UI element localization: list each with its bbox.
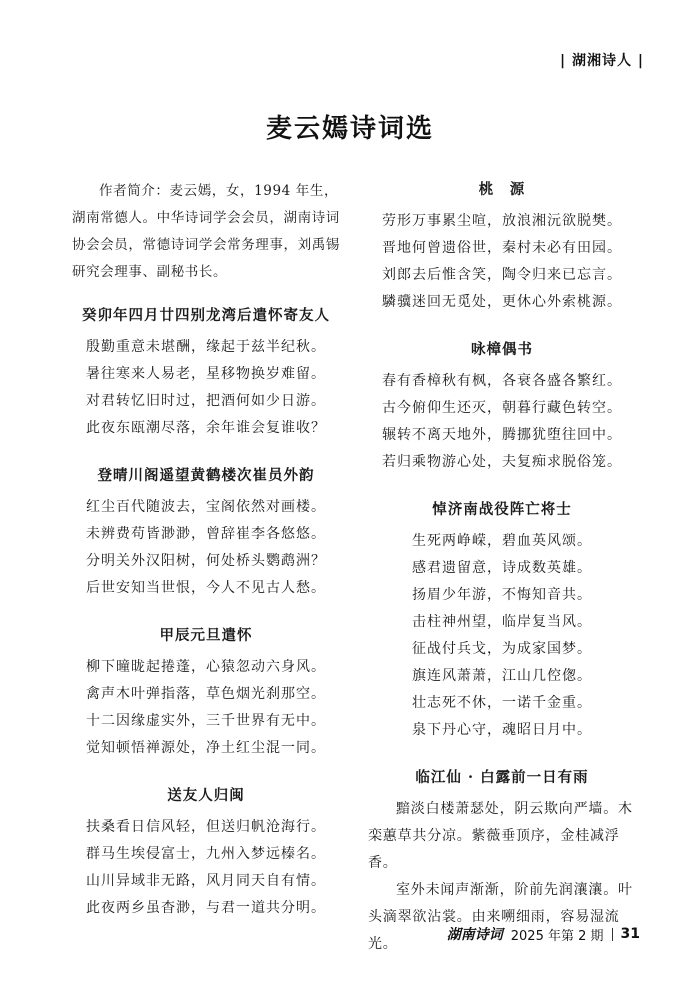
poem-line: 古今俯仰生还灭，朝暮行藏色转空。	[382, 400, 622, 416]
poem	[72, 304, 340, 442]
poem-title: 悼济南战役阵亡将士	[432, 501, 572, 518]
footer-divider	[612, 928, 613, 941]
section-tag: | 湖湘诗人 |	[560, 53, 644, 69]
poem	[72, 464, 340, 602]
poem	[368, 178, 636, 316]
poem-line: 感君遗留意，诗成数英雄。	[412, 560, 592, 576]
issue-label: 2025 年第 2 期	[510, 928, 604, 944]
poem-line: 分明关外汉阳树，何处桥头鹦鹉洲？	[86, 553, 326, 569]
poem-line: 觉知顿悟禅源处，净土红尘混一同。	[86, 740, 326, 756]
poem-line: 壮志死不休，一诺千金重。	[412, 695, 592, 711]
poem-line: 群马生埃侵富士，九州入梦远榛名。	[86, 846, 326, 862]
poem-line: 红尘百代随波去，宝阁依然对画楼。	[86, 499, 326, 515]
poem	[72, 624, 340, 762]
poem-title: 桃 源	[478, 181, 526, 198]
poem	[368, 498, 636, 744]
poem-line: 柳下曈昽起捲蓬，心猿忽动六身风。	[86, 659, 326, 675]
poem-line: 扶桑看日信风轻，但送归帆沧海行。	[86, 819, 326, 835]
poem-line: 旗连风萧萧，江山几倥偬。	[412, 668, 592, 684]
poem-line: 此夜两乡虽杳渺，与君一道共分明。	[86, 900, 326, 916]
page-number: 31	[620, 926, 640, 942]
poem-title: 甲辰元旦遣怀	[159, 627, 253, 644]
poem-line: 对君转忆旧时过，把酒何如少日游。	[86, 393, 326, 409]
poem-line: 刘郎去后惟含笑，陶令归来已忘言。	[382, 267, 622, 283]
poem-title: 癸卯年四月廿四别龙湾后遣怀寄友人	[82, 307, 330, 324]
poem	[72, 784, 340, 922]
poem-line: 禽声木叶弹指落，草色烟光刹那空。	[86, 686, 326, 702]
poem-title: 登晴川阁遥望黄鹤楼次崔员外韵	[97, 467, 315, 484]
author-intro: 作者简介：麦云嫣，女，1994 年生，湖南常德人。中华诗词学会会员，湖南诗词协会会员，常德诗词学会常务理事，刘禹锡研究会理事、副秘书长。	[72, 183, 340, 280]
left-column	[72, 178, 340, 944]
poem-line: 暑往寒来人易老，星移物换岁难留。	[86, 366, 326, 382]
poem-line: 辗转不离天地外，腾挪犹堕往回中。	[382, 427, 622, 443]
poem-line: 驎骥迷回无觅处，更休心外索桃源。	[382, 294, 622, 310]
right-column	[368, 178, 636, 980]
poem-line: 此夜东瓯潮尽落，余年谁会复谁收？	[86, 420, 326, 436]
magazine-name: 湖南诗词	[446, 927, 503, 943]
poem	[368, 338, 636, 476]
ci-stanza: 黯淡白楼萧瑟处，阴云欺向严墙。木栾蕙草共分凉。紫薇垂顶序，金桂减浮香。	[368, 801, 633, 871]
poem-line: 扬眉少年游，不悔知音共。	[412, 587, 592, 603]
page-title: 麦云嫣诗词选	[265, 114, 434, 144]
poem-line: 晋地何曾遗俗世，秦村未必有田园。	[382, 240, 622, 256]
poem-line: 击柱神州望，临岸复当风。	[412, 614, 592, 630]
poem-line: 泉下丹心守，魂昭日月中。	[412, 722, 592, 738]
poem-line: 十二因缘虚实外，三千世界有无中。	[86, 713, 326, 729]
poem-title: 咏樟偶书	[471, 341, 533, 358]
poem-line: 若归乘物游心处，夫复痴求脱俗笼。	[382, 454, 622, 470]
poem-line: 殷勤重意未堪酬，缘起于兹半纪秋。	[86, 339, 326, 355]
page-footer	[447, 924, 640, 944]
poem-line: 生死两峥嵘，碧血英风颂。	[412, 533, 592, 549]
poem-line: 后世安知当世恨，今人不见古人愁。	[86, 580, 326, 596]
poem-title: 临江仙 · 白露前一日有雨	[415, 769, 589, 786]
ci-stanza: 室外未闻声渐渐，阶前先润瀼瀼。叶头滴翠欲沾裳。由来嗍细雨，容易湿流光。	[368, 882, 633, 952]
poem-title: 送友人归闽	[167, 787, 245, 804]
poem-line: 未辨费苟皆渺渺，曾辞崔李各悠悠。	[86, 526, 326, 542]
poem-line: 山川异域非无路，风月同天自有情。	[86, 873, 326, 889]
poem-line: 春有香樟秋有枫，各衰各盛各繁红。	[382, 373, 622, 389]
poem-line: 征战付兵戈，为成家国梦。	[412, 641, 592, 657]
poem-line: 劳形万事累尘喧，放浪湘沅欲脱樊。	[382, 213, 622, 229]
